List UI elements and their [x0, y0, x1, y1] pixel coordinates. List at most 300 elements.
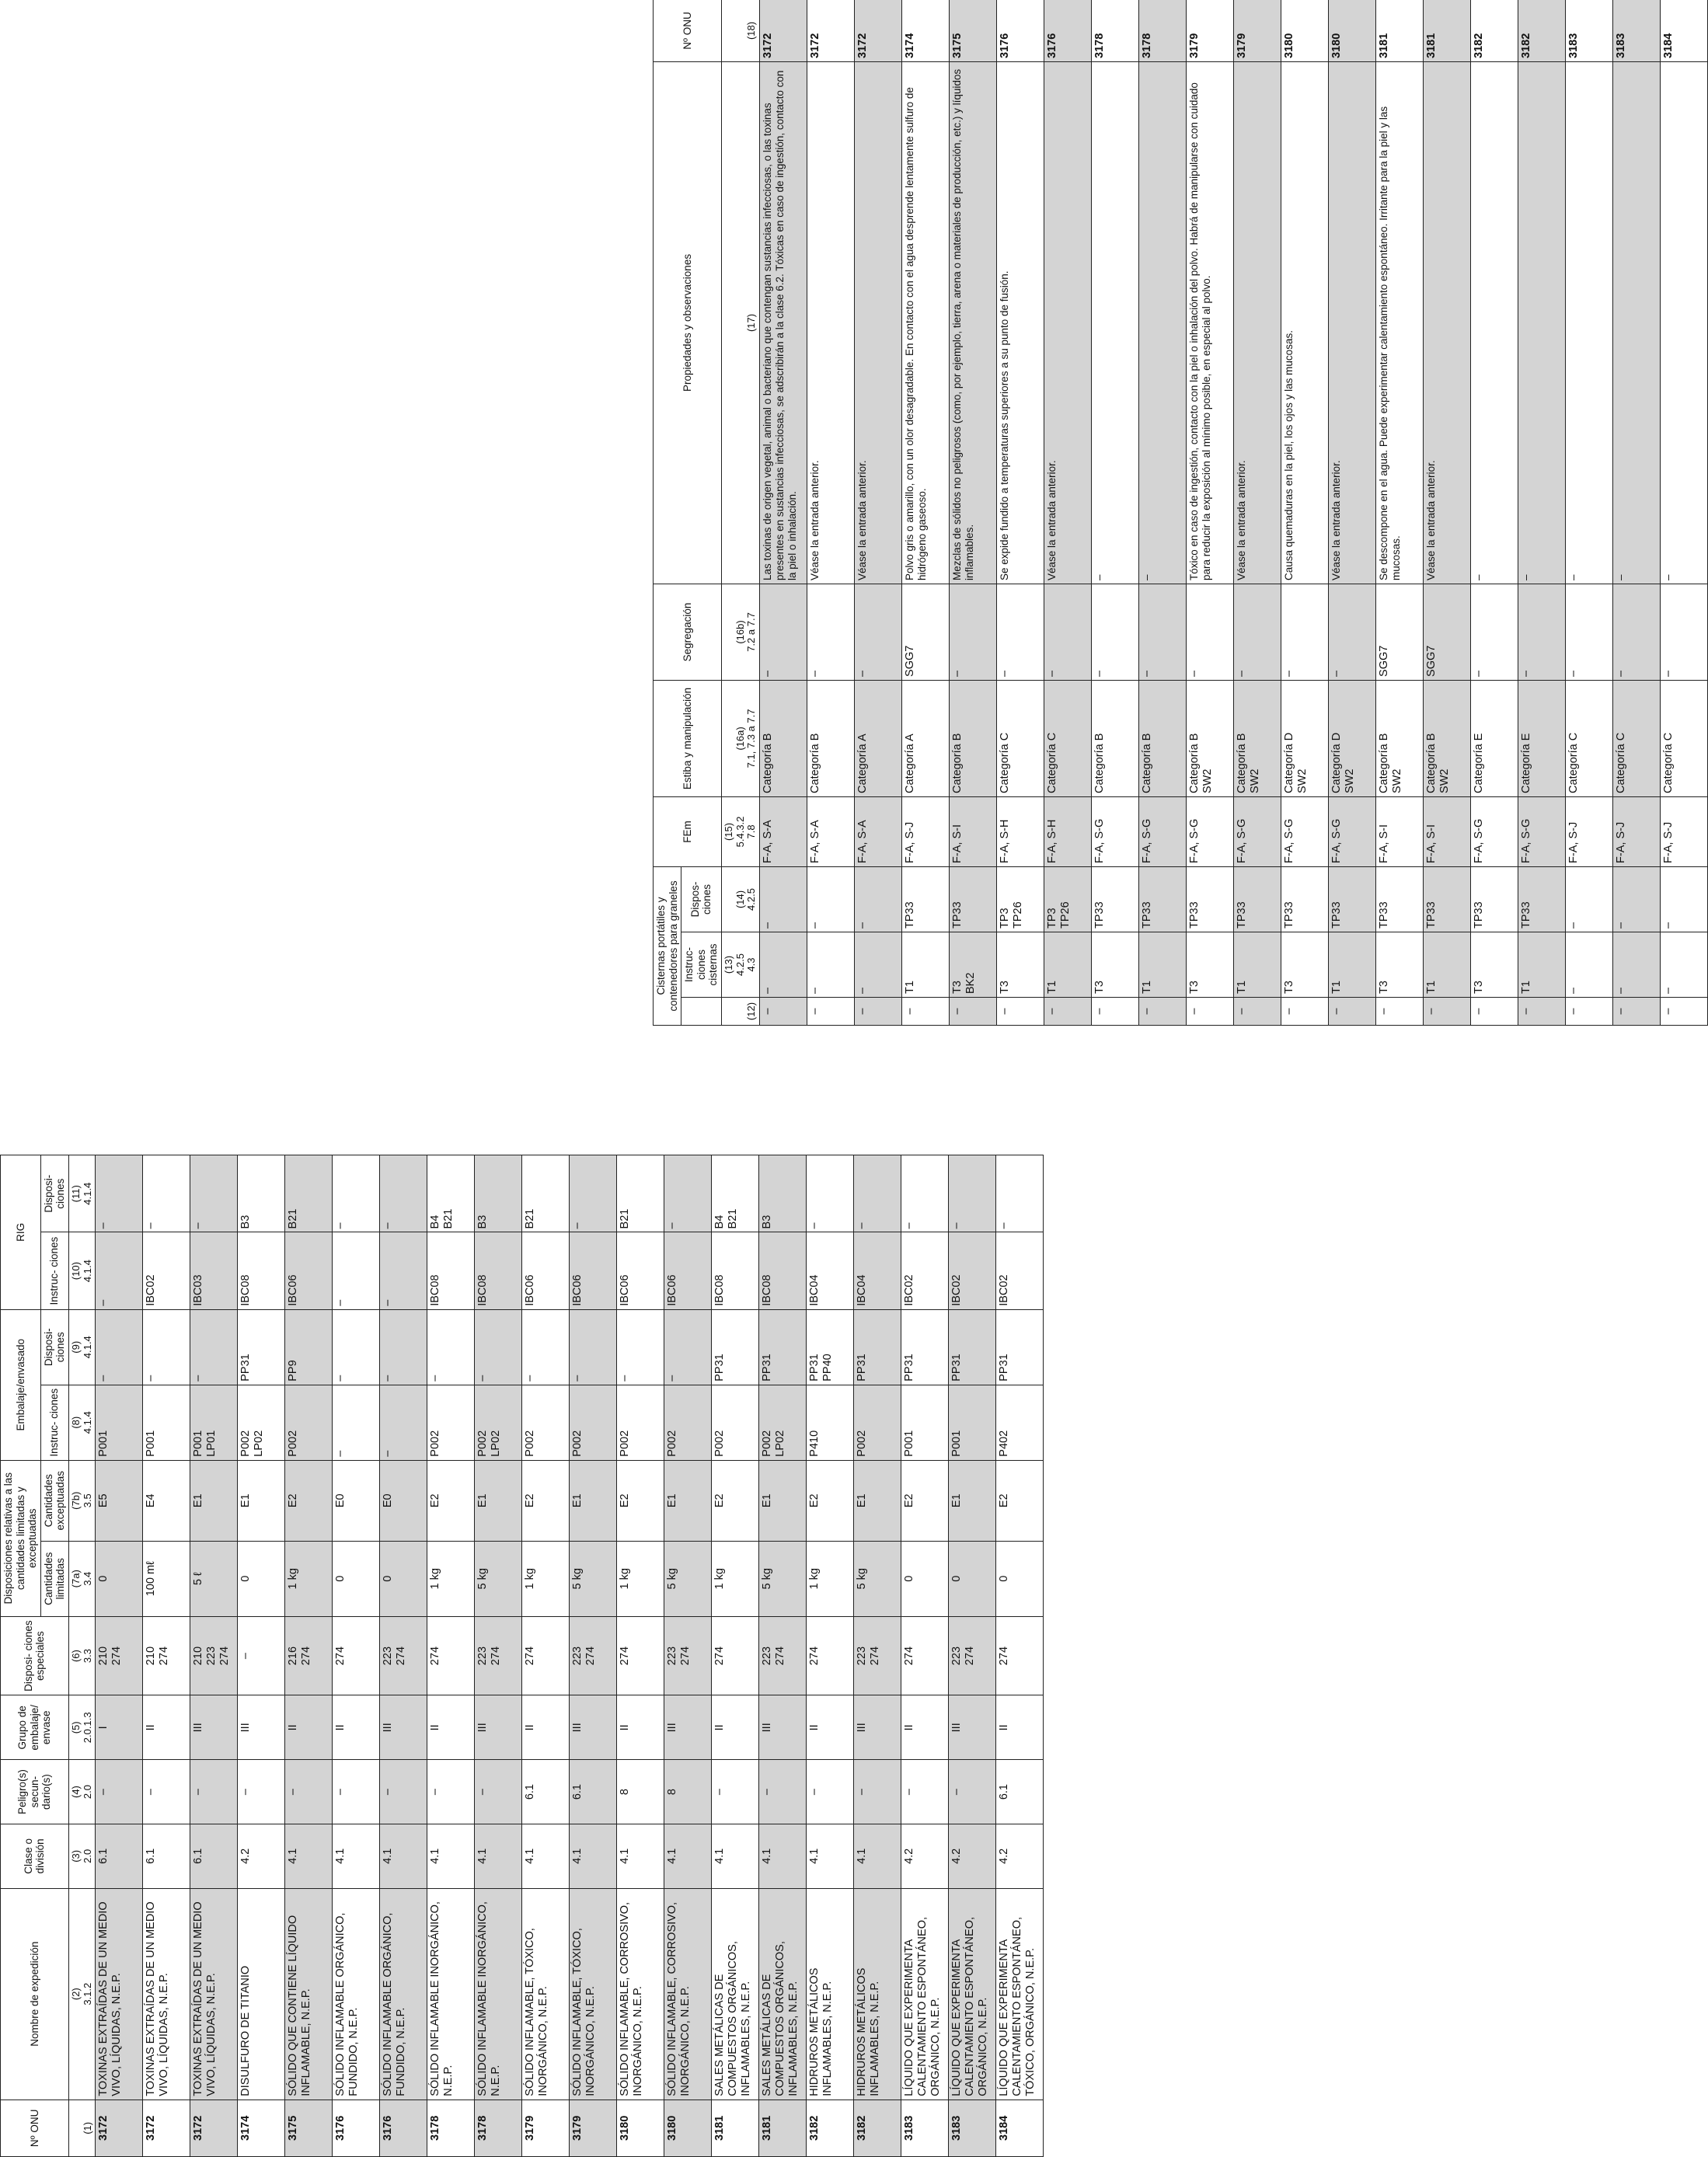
cell-class: 4.1	[285, 1824, 333, 1888]
cell-subsidiary-risk: 6.1	[522, 1760, 570, 1824]
right-table-row	[1139, 0, 1187, 1026]
cell-ibc-instruction: IBC02	[901, 1232, 949, 1309]
cell-tank-provision: TP3 TP26	[997, 866, 1044, 932]
cell-limited-quantity: 0	[949, 1541, 996, 1616]
cell-class: 4.1	[427, 1824, 475, 1888]
header-special-provisions: Disposi- ciones especiales	[1, 1616, 69, 1695]
cell-properties: –	[1092, 61, 1139, 584]
cell-col12: –	[807, 998, 855, 1026]
cell-tank-provision: TP33	[1518, 866, 1566, 932]
cell-properties: –	[1566, 61, 1613, 584]
cell-excepted-quantity: E2	[285, 1460, 333, 1541]
cell-segregation: –	[760, 584, 807, 680]
cell-special-provisions: 210 274	[143, 1616, 190, 1695]
left-table-row	[807, 1155, 854, 2157]
header-limited-excepted-group: Disposiciones relativas a las cantidades limitadas y exceptuadas	[1, 1460, 41, 1616]
cell-segregation: –	[1613, 584, 1661, 680]
cell-packing-provision: –	[664, 1309, 712, 1385]
cell-un-right: 3179	[1234, 0, 1281, 61]
cell-limited-quantity: 0	[333, 1541, 380, 1616]
right-table-row	[1281, 0, 1329, 1026]
cell-properties: –	[1613, 61, 1661, 584]
cell-ems-code: F-A, S-I	[1376, 796, 1424, 866]
right-table-row	[807, 0, 855, 1026]
cell-special-provisions: 210 223 274	[190, 1616, 238, 1695]
cell-limited-quantity: 1 kg	[617, 1541, 664, 1616]
cell-segregation: –	[1281, 584, 1329, 680]
cell-segregation: –	[807, 584, 855, 680]
header-un-right: Nº ONU	[654, 0, 722, 61]
cell-packing-group: II	[285, 1695, 333, 1760]
cell-packing-provision: –	[380, 1309, 427, 1385]
cell-tank-provision: TP33	[1424, 866, 1471, 932]
cell-ibc-provision: –	[333, 1155, 380, 1232]
cell-ibc-provision: B3	[475, 1155, 522, 1232]
header-stowage-handling: Estiba y manipulación	[654, 680, 722, 796]
cell-properties: Mezclas de sólidos no peligrosos (como, por ejemplo, tierra, arena o materiales de producción, etc.) y líquidos inflamables.	[950, 61, 997, 584]
cell-un-right: 3172	[807, 0, 855, 61]
cell-subsidiary-risk: 6.1	[996, 1760, 1044, 1824]
cell-ems-code: F-A, S-G	[1187, 796, 1234, 866]
cell-packing-group: III	[759, 1695, 807, 1760]
cell-ibc-provision: –	[570, 1155, 617, 1232]
cell-subsidiary-risk: –	[96, 1760, 143, 1824]
cell-stowage: Categoría A	[855, 680, 902, 796]
cell-limited-quantity: 5 kg	[759, 1541, 807, 1616]
cell-packing-group: II	[996, 1695, 1044, 1760]
cell-col12: –	[1187, 998, 1234, 1026]
header-ibc-instructions: Instruc- ciones	[40, 1232, 68, 1309]
cell-packing-provision: –	[190, 1309, 238, 1385]
cell-class: 6.1	[96, 1824, 143, 1888]
cell-stowage: Categoría D SW2	[1281, 680, 1329, 796]
cell-shipping-name: SALES METÁLICAS DE COMPUESTOS ORGÁNICOS, INFLAMABLES, N.E.P.	[712, 1888, 759, 2100]
cell-ibc-provision: –	[854, 1155, 901, 1232]
cell-ibc-provision: –	[996, 1155, 1044, 1232]
cell-tank-instruction: T3 BK2	[950, 932, 997, 998]
cell-tank-provision: TP33	[1187, 866, 1234, 932]
cell-subsidiary-risk: –	[901, 1760, 949, 1824]
cell-ibc-provision: B21	[285, 1155, 333, 1232]
cell-col12: –	[1376, 998, 1424, 1026]
cell-special-provisions: 223 274	[475, 1616, 522, 1695]
cell-ems-code: F-A, S-G	[1518, 796, 1566, 866]
cell-ibc-provision: –	[807, 1155, 854, 1232]
cell-ibc-provision: –	[949, 1155, 996, 1232]
cell-shipping-name: DISULFURO DE TITANIO	[238, 1888, 285, 2100]
cell-packing-instruction: –	[380, 1385, 427, 1460]
cell-segregation: SGG7	[902, 584, 950, 680]
cell-tank-provision: –	[807, 866, 855, 932]
right-table-row	[950, 0, 997, 1026]
left-table-row	[949, 1155, 996, 2157]
right-table-row	[1613, 0, 1661, 1026]
right-table-row	[1566, 0, 1613, 1026]
cell-properties: –	[1518, 61, 1566, 584]
cell-special-provisions: 223 274	[380, 1616, 427, 1695]
cell-class: 4.1	[475, 1824, 522, 1888]
cell-limited-quantity: 1 kg	[427, 1541, 475, 1616]
header-tank-instructions: Instruc- ciones cisternas	[681, 932, 722, 998]
cell-un: 3172	[143, 2100, 190, 2156]
cell-packing-group: III	[380, 1695, 427, 1760]
cell-packing-group: II	[427, 1695, 475, 1760]
colnum-8: (8) 4.1.4	[68, 1385, 96, 1460]
cell-packing-instruction: P002 LP02	[759, 1385, 807, 1460]
cell-col12: –	[997, 998, 1044, 1026]
cell-ibc-provision: –	[143, 1155, 190, 1232]
right-table-row	[1661, 0, 1708, 1026]
cell-un-right: 3180	[1281, 0, 1329, 61]
header-properties: Propiedades y observaciones	[654, 61, 722, 584]
cell-ibc-instruction: IBC08	[238, 1232, 285, 1309]
cell-ems-code: F-A, S-H	[997, 796, 1044, 866]
cell-subsidiary-risk: –	[475, 1760, 522, 1824]
cell-un: 3176	[380, 2100, 427, 2156]
cell-packing-instruction: P001	[143, 1385, 190, 1460]
cell-segregation: –	[950, 584, 997, 680]
cell-col12: –	[1661, 998, 1708, 1026]
cell-col12: –	[1613, 998, 1661, 1026]
cell-shipping-name: LÍQUIDO QUE EXPERIMENTA CALENTAMIENTO ESPONTÁNEO, ORGÁNICO, N.E.P.	[901, 1888, 949, 2100]
cell-tank-instruction: –	[855, 932, 902, 998]
cell-excepted-quantity: E1	[238, 1460, 285, 1541]
colnum-6: (6) 3.3	[68, 1616, 96, 1695]
right-table-row	[1187, 0, 1234, 1026]
left-table-row	[901, 1155, 949, 2157]
cell-packing-group: II	[617, 1695, 664, 1760]
cell-packing-provision: –	[143, 1309, 190, 1385]
cell-subsidiary-risk: –	[333, 1760, 380, 1824]
cell-limited-quantity: 5 kg	[570, 1541, 617, 1616]
cell-excepted-quantity: E2	[807, 1460, 854, 1541]
right-table-row	[1092, 0, 1139, 1026]
cell-ibc-instruction: IBC02	[143, 1232, 190, 1309]
cell-packing-provision: –	[475, 1309, 522, 1385]
left-table-row	[996, 1155, 1044, 2157]
cell-shipping-name: HIDRUROS METÁLICOS INFLAMABLES, N.E.P.	[854, 1888, 901, 2100]
right-table-row	[760, 0, 807, 1026]
cell-packing-instruction: P002	[522, 1385, 570, 1460]
cell-packing-group: I	[96, 1695, 143, 1760]
cell-segregation: SGG7	[1424, 584, 1471, 680]
left-table-row	[143, 1155, 190, 2157]
cell-properties: Véase la entrada anterior.	[807, 61, 855, 584]
cell-excepted-quantity: E2	[996, 1460, 1044, 1541]
cell-class: 6.1	[143, 1824, 190, 1888]
cell-stowage: Categoría B SW2	[1187, 680, 1234, 796]
cell-tank-provision: –	[855, 866, 902, 932]
cell-excepted-quantity: E2	[712, 1460, 759, 1541]
cell-tank-instruction: T3	[1281, 932, 1329, 998]
left-header-row	[1, 1155, 41, 2157]
cell-packing-provision: PP31 PP40	[807, 1309, 854, 1385]
cell-col12: –	[1518, 998, 1566, 1026]
cell-tank-provision: TP33	[1376, 866, 1424, 932]
cell-ibc-provision: B3	[238, 1155, 285, 1232]
cell-segregation: –	[1329, 584, 1376, 680]
left-table-body	[96, 1155, 1044, 2157]
cell-ibc-provision: –	[380, 1155, 427, 1232]
cell-ibc-instruction: IBC08	[712, 1232, 759, 1309]
cell-packing-group: II	[901, 1695, 949, 1760]
cell-ems-code: F-A, S-G	[1092, 796, 1139, 866]
cell-subsidiary-risk: –	[854, 1760, 901, 1824]
right-table-body	[760, 0, 1708, 1026]
cell-special-provisions: 216 274	[285, 1616, 333, 1695]
cell-packing-instruction: P001 LP01	[190, 1385, 238, 1460]
cell-segregation: –	[1234, 584, 1281, 680]
cell-ibc-instruction: IBC06	[522, 1232, 570, 1309]
cell-ibc-provision: B21	[617, 1155, 664, 1232]
cell-excepted-quantity: E1	[570, 1460, 617, 1541]
cell-limited-quantity: 1 kg	[285, 1541, 333, 1616]
cell-class: 6.1	[190, 1824, 238, 1888]
cell-packing-instruction: P002 LP02	[475, 1385, 522, 1460]
cell-properties: Se expide fundido a temperaturas superiores a su punto de fusión.	[997, 61, 1044, 584]
cell-tank-provision: TP33	[1329, 866, 1376, 932]
cell-packing-provision: PP31	[238, 1309, 285, 1385]
cell-packing-group: II	[807, 1695, 854, 1760]
cell-special-provisions: –	[238, 1616, 285, 1695]
cell-col12: –	[950, 998, 997, 1026]
cell-excepted-quantity: E1	[664, 1460, 712, 1541]
cell-limited-quantity: 1 kg	[807, 1541, 854, 1616]
cell-excepted-quantity: E0	[380, 1460, 427, 1541]
cell-limited-quantity: 0	[96, 1541, 143, 1616]
cell-limited-quantity: 5 kg	[664, 1541, 712, 1616]
cell-stowage: Categoría B	[950, 680, 997, 796]
cell-properties: Véase la entrada anterior.	[855, 61, 902, 584]
cell-packing-instruction: P002	[570, 1385, 617, 1460]
cell-ems-code: F-A, S-J	[902, 796, 950, 866]
cell-un-right: 3182	[1471, 0, 1518, 61]
cell-class: 4.1	[380, 1824, 427, 1888]
cell-limited-quantity: 1 kg	[712, 1541, 759, 1616]
cell-properties: Tóxico en caso de ingestión, contacto con la piel o inhalación del polvo. Habrá de manipularse con cuidado para reducir la exposición al mínimo posible, en especial al polvo.	[1187, 61, 1234, 584]
cell-ibc-instruction: IBC02	[949, 1232, 996, 1309]
cell-properties: Polvo gris o amarillo, con un olor desagradable. En contacto con el agua desprende lentamente sulfuro de hidrógeno gaseoso.	[902, 61, 950, 584]
cell-properties: Causa quemaduras en la piel, los ojos y las mucosas.	[1281, 61, 1329, 584]
cell-col12: –	[1139, 998, 1187, 1026]
cell-limited-quantity: 0	[380, 1541, 427, 1616]
header-subsidiary-risk: Peligro(s) secun- dario(s)	[1, 1760, 69, 1824]
cell-class: 4.2	[996, 1824, 1044, 1888]
cell-un: 3183	[901, 2100, 949, 2156]
cell-tank-provision: TP33	[1092, 866, 1139, 932]
right-table-row	[1471, 0, 1518, 1026]
cell-packing-provision: PP31	[996, 1309, 1044, 1385]
cell-ibc-instruction: –	[380, 1232, 427, 1309]
cell-stowage: Categoría D SW2	[1329, 680, 1376, 796]
cell-packing-provision: PP9	[285, 1309, 333, 1385]
cell-shipping-name: SÓLIDO INFLAMABLE INORGÁNICO, N.E.P.	[427, 1888, 475, 2100]
cell-special-provisions: 274	[333, 1616, 380, 1695]
right-table-row	[1518, 0, 1566, 1026]
cell-subsidiary-risk: –	[285, 1760, 333, 1824]
cell-packing-provision: PP31	[854, 1309, 901, 1385]
cell-shipping-name: SÓLIDO INFLAMABLE, TÓXICO, INORGÁNICO, N.E.P.	[522, 1888, 570, 2100]
cell-tank-instruction: T1	[1234, 932, 1281, 998]
cell-col12: –	[1044, 998, 1092, 1026]
cell-packing-instruction: P002	[285, 1385, 333, 1460]
cell-properties: Véase la entrada anterior.	[1234, 61, 1281, 584]
cell-packing-group: III	[664, 1695, 712, 1760]
left-table-row	[333, 1155, 380, 2157]
cell-ems-code: F-A, S-J	[1566, 796, 1613, 866]
cell-packing-group: II	[712, 1695, 759, 1760]
cell-stowage: Categoría B SW2	[1376, 680, 1424, 796]
cell-stowage: Categoría B	[1092, 680, 1139, 796]
cell-ibc-instruction: IBC02	[996, 1232, 1044, 1309]
cell-properties: Véase la entrada anterior.	[1424, 61, 1471, 584]
cell-class: 4.1	[854, 1824, 901, 1888]
header-excepted-quantities: Cantidades exceptuadas	[40, 1460, 68, 1541]
cell-class: 4.2	[901, 1824, 949, 1888]
cell-ibc-provision: –	[96, 1155, 143, 1232]
left-table-row	[238, 1155, 285, 2157]
cell-ems-code: F-A, S-H	[1044, 796, 1092, 866]
right-table-row	[1376, 0, 1424, 1026]
cell-class: 4.1	[712, 1824, 759, 1888]
cell-special-provisions: 223 274	[854, 1616, 901, 1695]
colnum-7a: (7a) 3.4	[68, 1541, 96, 1616]
header-ibc-provisions: Disposi- ciones	[40, 1155, 68, 1232]
cell-special-provisions: 274	[807, 1616, 854, 1695]
cell-tank-instruction: T3	[1471, 932, 1518, 998]
cell-ibc-instruction: –	[96, 1232, 143, 1309]
cell-special-provisions: 274	[996, 1616, 1044, 1695]
cell-un-right: 3175	[950, 0, 997, 61]
cell-un: 3181	[759, 2100, 807, 2156]
cell-limited-quantity: 5 ℓ	[190, 1541, 238, 1616]
cell-subsidiary-risk: –	[759, 1760, 807, 1824]
colnum-18: (18)	[721, 0, 760, 61]
header-portable-tanks-group: Cisternas portátiles y contenedores para graneles	[654, 866, 681, 1025]
colnum-15: (15) 5.4.3.2 7.8	[721, 796, 760, 866]
cell-stowage: Categoría B	[760, 680, 807, 796]
cell-packing-group: III	[238, 1695, 285, 1760]
cell-un: 3180	[617, 2100, 664, 2156]
cell-stowage: Categoría E	[1518, 680, 1566, 796]
right-table-row	[1044, 0, 1092, 1026]
cell-subsidiary-risk: –	[949, 1760, 996, 1824]
cell-properties: –	[1139, 61, 1187, 584]
cell-un: 3178	[427, 2100, 475, 2156]
cell-tank-provision: –	[1566, 866, 1613, 932]
cell-packing-group: III	[190, 1695, 238, 1760]
cell-packing-provision: –	[570, 1309, 617, 1385]
cell-packing-group: III	[570, 1695, 617, 1760]
cell-excepted-quantity: E0	[333, 1460, 380, 1541]
cell-col12: –	[1566, 998, 1613, 1026]
cell-shipping-name: SÓLIDO INFLAMABLE INORGÁNICO, N.E.P.	[475, 1888, 522, 2100]
left-table-row	[617, 1155, 664, 2157]
cell-limited-quantity: 0	[996, 1541, 1044, 1616]
cell-class: 4.1	[807, 1824, 854, 1888]
cell-ibc-instruction: IBC08	[475, 1232, 522, 1309]
cell-excepted-quantity: E2	[617, 1460, 664, 1541]
header-packing-group-title: Embalaje/envasado	[1, 1309, 41, 1460]
left-column-numbers-row	[68, 1155, 96, 2157]
right-table-row	[1424, 0, 1471, 1026]
cell-packing-instruction: P002	[617, 1385, 664, 1460]
right-table-row	[1329, 0, 1376, 1026]
cell-ibc-provision: –	[664, 1155, 712, 1232]
cell-un: 3172	[190, 2100, 238, 2156]
cell-un: 3176	[333, 2100, 380, 2156]
cell-special-provisions: 274	[617, 1616, 664, 1695]
cell-limited-quantity: 100 mℓ	[143, 1541, 190, 1616]
left-table-row	[427, 1155, 475, 2157]
cell-special-provisions: 223 274	[949, 1616, 996, 1695]
cell-ems-code: F-A, S-G	[1139, 796, 1187, 866]
cell-col12: –	[1329, 998, 1376, 1026]
cell-class: 4.1	[664, 1824, 712, 1888]
cell-packing-instruction: P402	[996, 1385, 1044, 1460]
colnum-9: (9) 4.1.4	[68, 1309, 96, 1385]
cell-special-provisions: 274	[901, 1616, 949, 1695]
cell-ems-code: F-A, S-J	[1613, 796, 1661, 866]
left-table-row	[190, 1155, 238, 2157]
cell-col12: –	[1234, 998, 1281, 1026]
cell-ibc-provision: B4 B21	[712, 1155, 759, 1232]
header-packing-instructions: Instruc- ciones	[40, 1385, 68, 1460]
cell-shipping-name: TOXINAS EXTRAÍDAS DE UN MEDIO VIVO, LÍQUIDAS, N.E.P.	[96, 1888, 143, 2100]
cell-packing-provision: –	[333, 1309, 380, 1385]
cell-packing-provision: –	[617, 1309, 664, 1385]
cell-un: 3179	[522, 2100, 570, 2156]
right-table-row	[1234, 0, 1281, 1026]
left-table-row	[759, 1155, 807, 2157]
cell-excepted-quantity: E1	[949, 1460, 996, 1541]
cell-col12: –	[760, 998, 807, 1026]
right-header-row	[654, 0, 681, 1026]
cell-shipping-name: LÍQUIDO QUE EXPERIMENTA CALENTAMIENTO ESPONTÁNEO, ORGÁNICO, N.E.P.	[949, 1888, 996, 2100]
cell-col12: –	[1424, 998, 1471, 1026]
cell-un: 3175	[285, 2100, 333, 2156]
cell-stowage: Categoría C	[1566, 680, 1613, 796]
cell-subsidiary-risk: 6.1	[570, 1760, 617, 1824]
cell-special-provisions: 274	[712, 1616, 759, 1695]
cell-stowage: Categoría E	[1471, 680, 1518, 796]
cell-un-right: 3183	[1613, 0, 1661, 61]
cell-packing-instruction: P001	[949, 1385, 996, 1460]
cell-ibc-instruction: IBC08	[427, 1232, 475, 1309]
cell-packing-group: II	[522, 1695, 570, 1760]
cell-packing-instruction: –	[333, 1385, 380, 1460]
cell-packing-group: II	[333, 1695, 380, 1760]
cell-ibc-provision: –	[190, 1155, 238, 1232]
cell-ibc-instruction: IBC03	[190, 1232, 238, 1309]
cell-tank-instruction: –	[760, 932, 807, 998]
colnum-10: (10) 4.1.4	[68, 1232, 96, 1309]
cell-col12: –	[902, 998, 950, 1026]
colnum-5: (5) 2.0.1.3	[68, 1695, 96, 1760]
cell-packing-provision: –	[522, 1309, 570, 1385]
cell-tank-instruction: –	[1661, 932, 1708, 998]
cell-un-right: 3174	[902, 0, 950, 61]
cell-excepted-quantity: E2	[901, 1460, 949, 1541]
cell-un-right: 3182	[1518, 0, 1566, 61]
cell-segregation: SGG7	[1376, 584, 1424, 680]
cell-un: 3182	[854, 2100, 901, 2156]
cell-ibc-instruction: IBC04	[807, 1232, 854, 1309]
cell-properties: Véase la entrada anterior.	[1044, 61, 1092, 584]
cell-stowage: Categoría B	[1139, 680, 1187, 796]
colnum-16a: (16a) 7.1, 7.3 a 7.7	[721, 680, 760, 796]
cell-tank-instruction: T1	[1329, 932, 1376, 998]
